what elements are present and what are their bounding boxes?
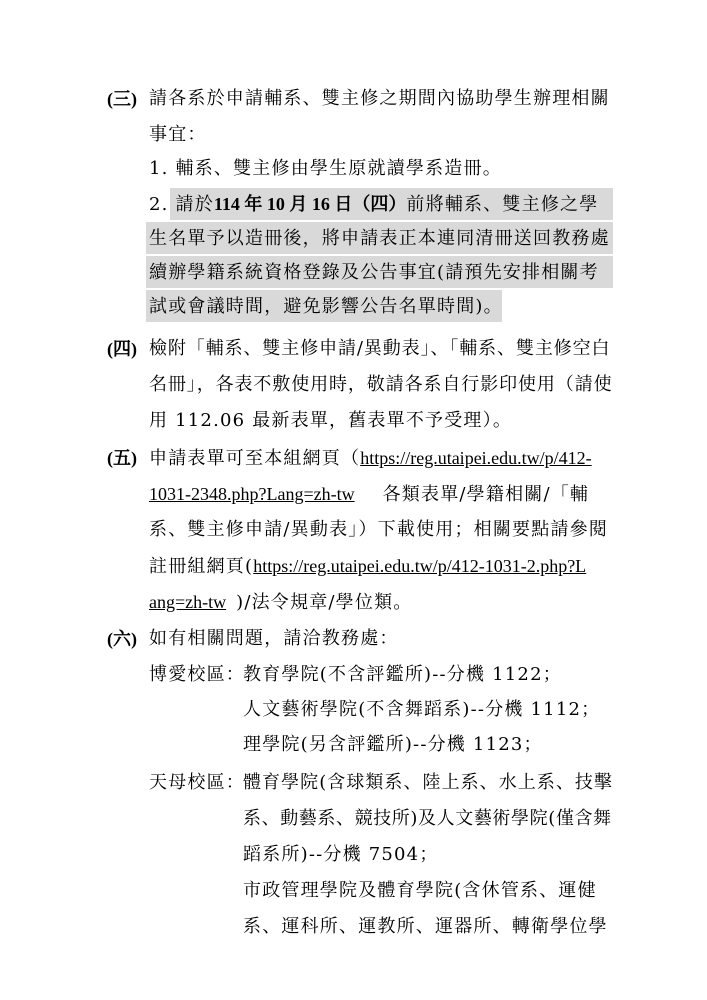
section-4-line-1: 檢附「輔系、雙主修申請/異動表」、「輔系、雙主修空白 — [149, 338, 611, 359]
forms-page-link[interactable]: https://reg.utaipei.edu.tw/p/412- — [360, 448, 592, 468]
boai-contact-1: 教育學院(不含評鑑所)--分機 1122； — [243, 664, 562, 685]
tianmu-contact-1: 體育學院(含球類系、陸上系、水上系、技擊 — [243, 772, 614, 793]
section-6-line-1: 如有相關問題，請洽教務處： — [149, 628, 399, 649]
section-3-line-1: 請各系於申請輔系、雙主修之期間內協助學生辦理相關 — [149, 88, 610, 109]
boai-contact-2: 人文藝術學院(不含舞蹈系)--分機 1112； — [243, 699, 601, 720]
section-5-line-1 — [149, 445, 592, 472]
tianmu-contact-2: 系、動藝系、競技所)及人文藝術學院(僅含舞 — [243, 808, 612, 829]
section-3-line-2: 事宜： — [149, 124, 207, 145]
item-2-text-a: 請於 — [175, 194, 214, 215]
section-4-number: (四) — [107, 339, 137, 359]
section-5-text-d: )/法令規章/學位類。 — [236, 592, 413, 613]
registration-rules-link[interactable]: https://reg.utaipei.edu.tw/p/412-1031-2.php?L — [253, 556, 587, 576]
section-3-item-1: 1. 輔系、雙主修由學生原就讀學系造冊。 — [149, 158, 502, 179]
section-4-line-2: 名冊」，各表不敷使用時，敬請各系自行影印使用（請使 — [149, 374, 613, 395]
item-2-number: 2. — [149, 194, 169, 215]
tianmu-contact-4: 市政管理學院及體育學院(含休管系、運健 — [243, 880, 597, 901]
tianmu-contact-3: 蹈系所)--分機 7504； — [243, 844, 439, 865]
section-3-item-2-line-4: 試或會議時間，避免影響公告名單時間)。 — [149, 296, 503, 317]
section-5-text-a: 申請表單可至本組網頁（ — [149, 448, 361, 469]
section-5-line-4 — [149, 553, 586, 580]
forms-page-link-continued[interactable]: 1031-2348.php?Lang=zh-tw — [149, 484, 355, 504]
section-5-text-c: 註冊組網頁( — [149, 556, 254, 577]
item-2-deadline-date: 114 年 10 月 16 日（四） — [213, 194, 407, 214]
section-3-item-2-line-3: 續辦學籍系統資格登錄及公告事宜(請預先安排相關考 — [149, 262, 599, 283]
section-5-text-b: 各類表單/學籍相關/「輔 — [382, 484, 590, 505]
item-2-text-b: 前將輔系、雙主修之學 — [406, 194, 599, 215]
section-3-item-2-line-1 — [149, 191, 598, 218]
boai-contact-3: 理學院(另含評鑑所)--分機 1123； — [243, 734, 543, 755]
section-6-number: (六) — [107, 629, 137, 649]
section-5-line-2 — [149, 481, 589, 508]
section-4-line-3: 用 112.06 最新表單，舊表單不予受理）。 — [149, 410, 513, 431]
registration-rules-link-continued[interactable]: ang=zh-tw — [149, 592, 227, 612]
boai-campus-label: 博愛校區： — [149, 664, 245, 685]
tianmu-campus-label: 天母校區： — [149, 772, 245, 793]
section-5-line-3: 系、雙主修申請/異動表」）下載使用；相關要點請參閱 — [149, 519, 609, 540]
section-5-number: (五) — [107, 448, 137, 468]
section-3-item-2-line-2: 生名單予以造冊後，將申請表正本連同清冊送回教務處 — [149, 228, 610, 249]
tianmu-contact-5: 系、運科所、運教所、運器所、轉衛學位學 — [243, 916, 608, 937]
section-3-number: (三) — [107, 89, 137, 109]
section-5-line-5 — [149, 589, 412, 616]
